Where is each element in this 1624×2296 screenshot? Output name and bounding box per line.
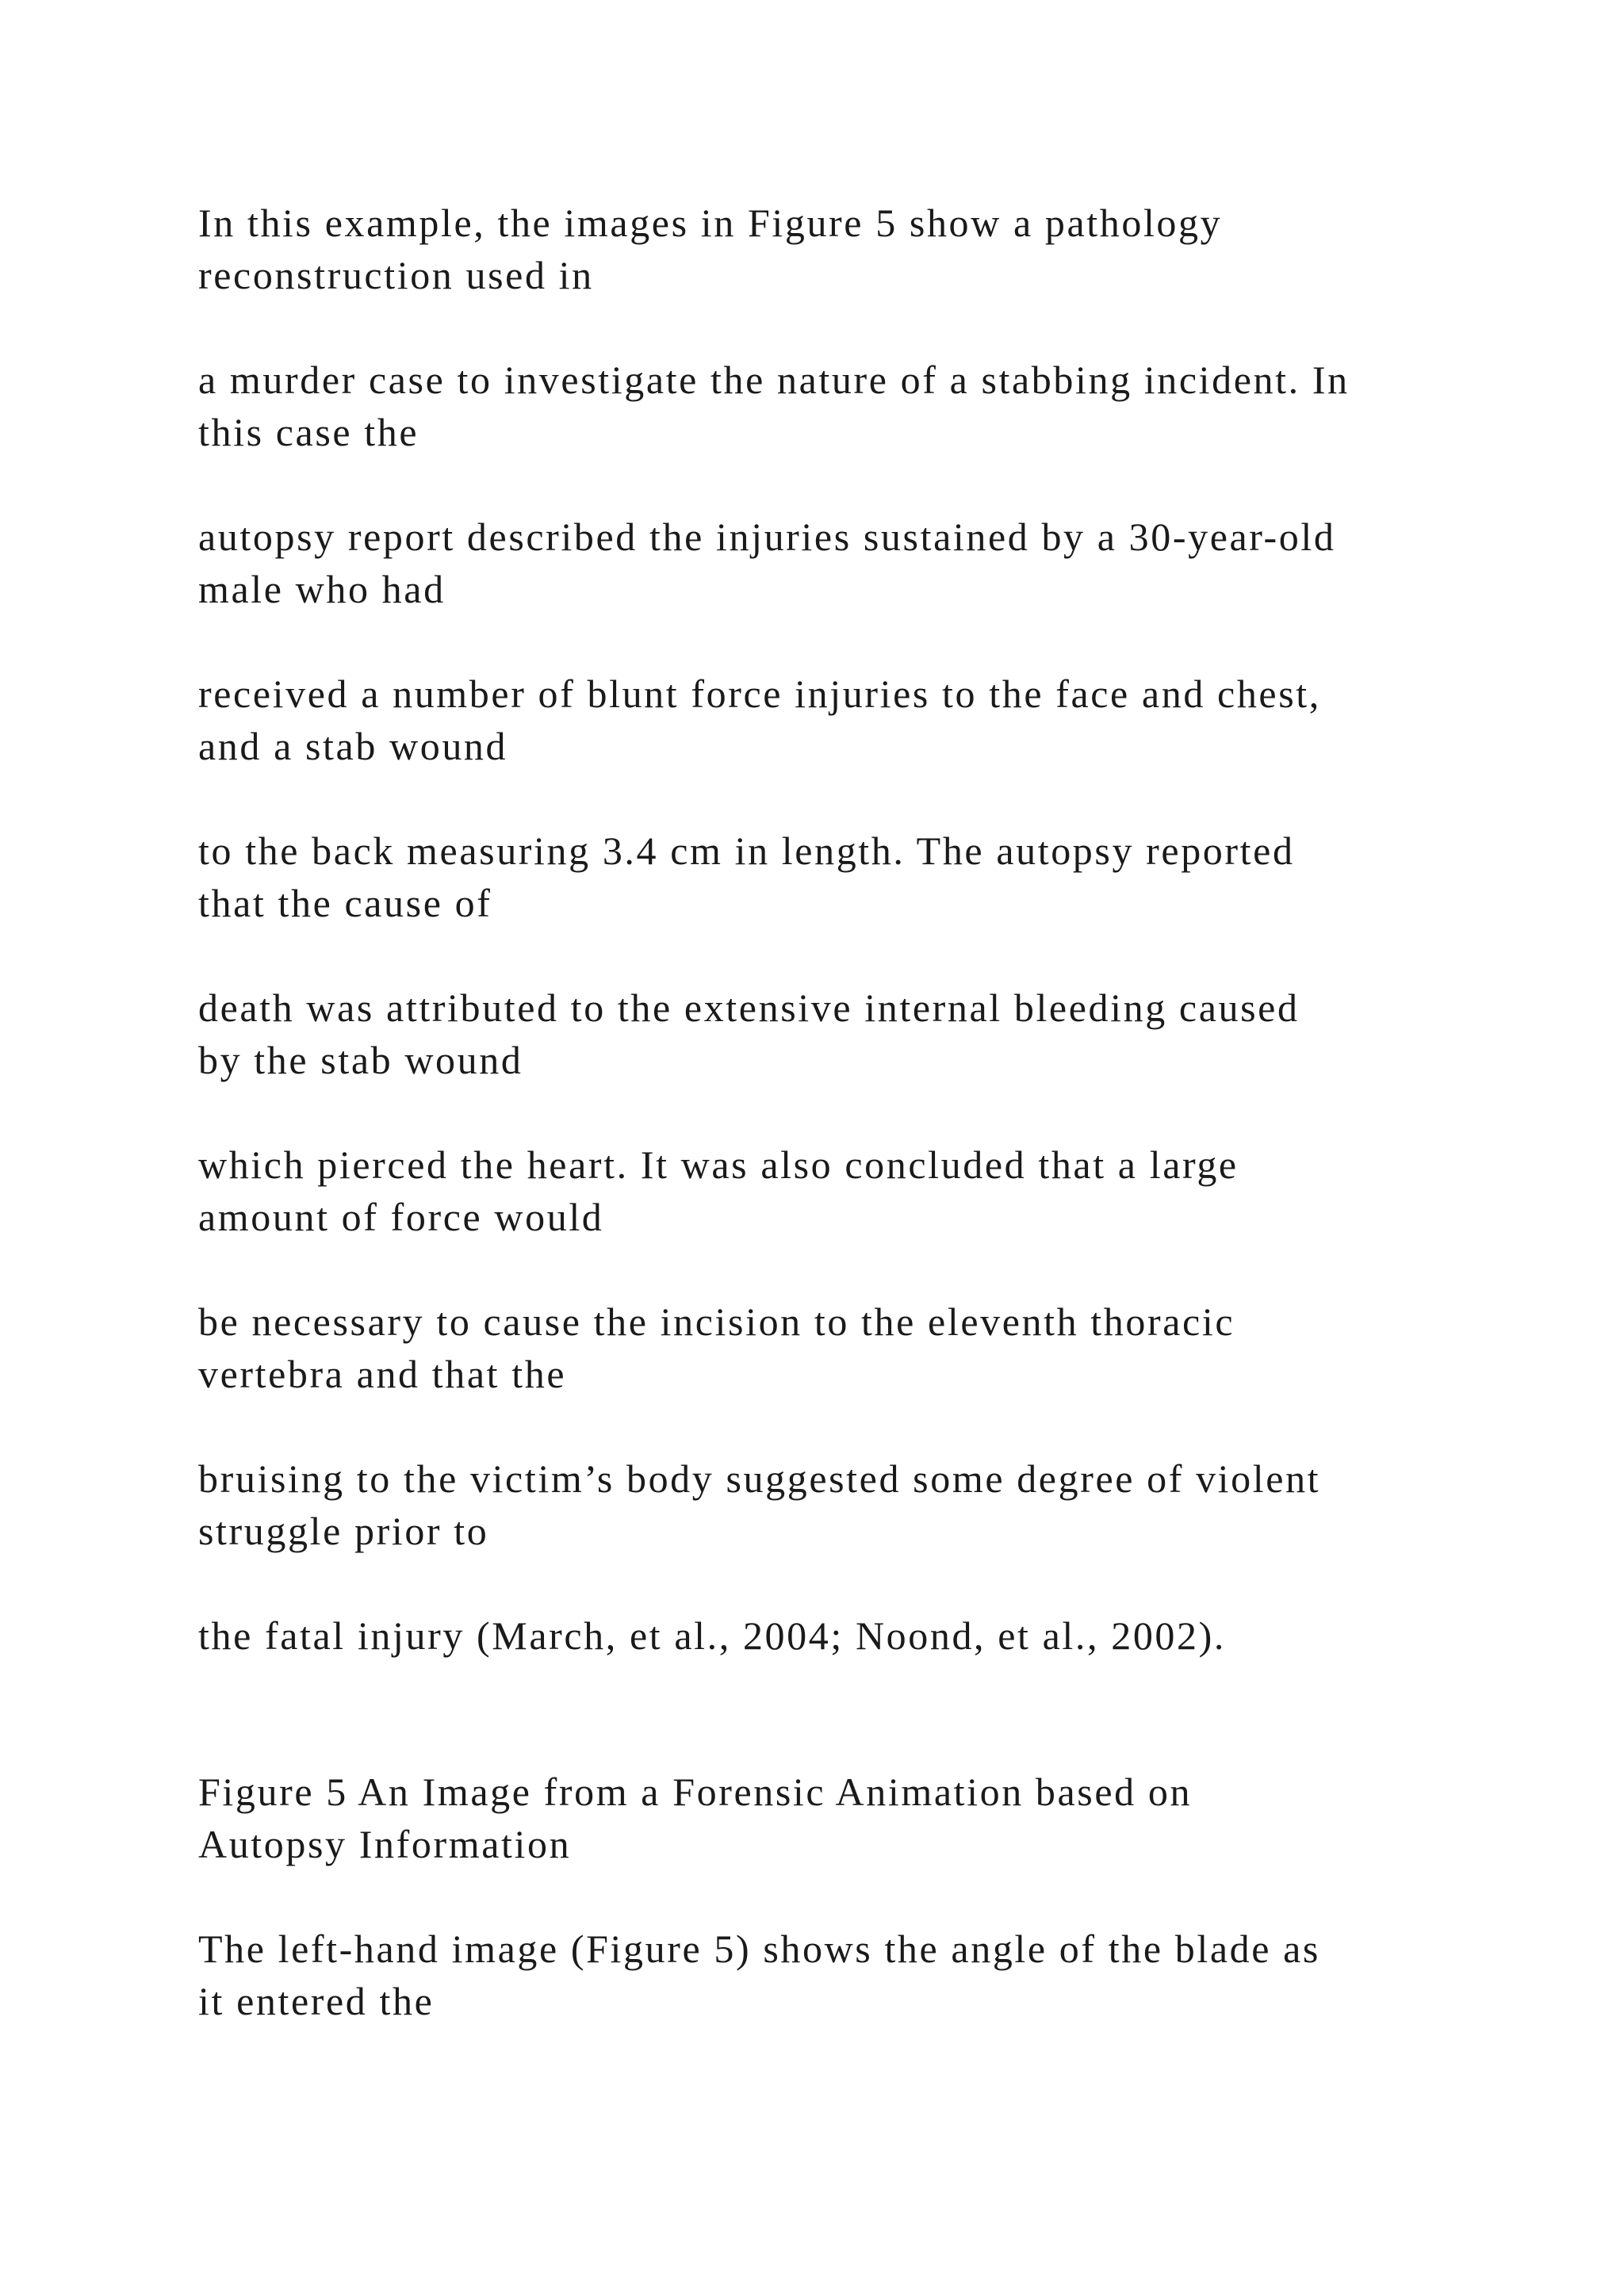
text-line: it entered the bbox=[198, 1979, 435, 2023]
body-paragraph-3 bbox=[198, 511, 1335, 615]
text-line: this case the bbox=[198, 410, 419, 454]
text-line: that the cause of bbox=[198, 881, 492, 925]
text-line: amount of force would bbox=[198, 1195, 604, 1239]
body-paragraph-6 bbox=[198, 982, 1300, 1086]
body-paragraph-4 bbox=[198, 668, 1321, 772]
text-line: vertebra and that the bbox=[198, 1352, 567, 1396]
text-line: a murder case to investigate the nature of a stabbing incident. In bbox=[198, 358, 1350, 402]
text-line: In this example, the images in Figure 5 show a pathology bbox=[198, 201, 1223, 245]
text-line: by the stab wound bbox=[198, 1038, 523, 1082]
body-paragraph-1 bbox=[198, 197, 1222, 301]
text-line: which pierced the heart. It was also concluded that a large bbox=[198, 1142, 1239, 1187]
body-paragraph-5 bbox=[198, 825, 1295, 929]
text-line: to the back measuring 3.4 cm in length. The autopsy reported bbox=[198, 828, 1295, 873]
body-paragraph-10 bbox=[198, 1609, 1226, 1662]
text-line: The left-hand image (Figure 5) shows the angle of the blade as bbox=[198, 1927, 1320, 1971]
text-line: bruising to the victim’s body suggested some degree of violent bbox=[198, 1456, 1321, 1501]
body-paragraph-7 bbox=[198, 1138, 1239, 1243]
text-line: the fatal injury (March, et al., 2004; Noond, et al., 2002). bbox=[198, 1613, 1226, 1658]
text-line: be necessary to cause the incision to the eleventh thoracic bbox=[198, 1299, 1235, 1344]
body-paragraph-9 bbox=[198, 1452, 1320, 1557]
closing-paragraph bbox=[198, 1923, 1320, 2027]
text-line: death was attributed to the extensive internal bleeding caused bbox=[198, 985, 1300, 1030]
caption-line: Figure 5 An Image from a Forensic Animation based on bbox=[198, 1770, 1193, 1814]
text-line: autopsy report described the injuries sustained by a 30-year-old bbox=[198, 515, 1336, 559]
text-line: reconstruction used in bbox=[198, 253, 594, 297]
body-paragraph-8 bbox=[198, 1295, 1235, 1400]
figure-caption bbox=[198, 1766, 1192, 1870]
body-paragraph-2 bbox=[198, 354, 1350, 458]
text-line: struggle prior to bbox=[198, 1509, 489, 1553]
text-line: and a stab wound bbox=[198, 724, 508, 768]
text-line: male who had bbox=[198, 567, 446, 611]
text-line: received a number of blunt force injuries to the face and chest, bbox=[198, 672, 1321, 716]
caption-line: Autopsy Information bbox=[198, 1822, 572, 1866]
